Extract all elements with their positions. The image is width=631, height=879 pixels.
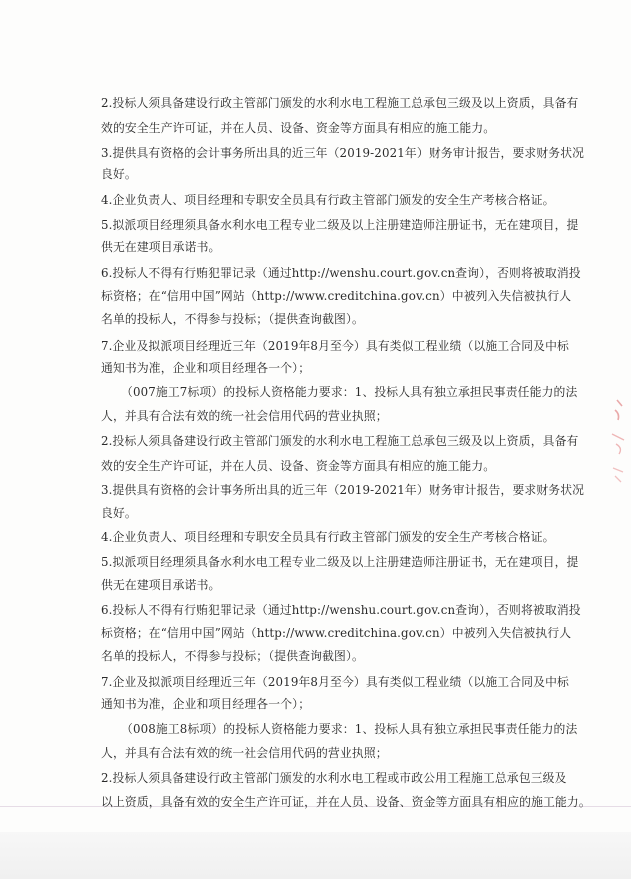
text-line: 人，并具有合法有效的统一社会信用代码的营业执照； — [101, 409, 388, 423]
text-line: 人，并具有合法有效的统一社会信用代码的营业执照； — [101, 746, 388, 760]
text-line: 4.企业负责人、项目经理和专职安全员具有行政主管部门颁发的安全生产考核合格证。 — [101, 193, 555, 207]
text-line: 6.投标人不得有行贿犯罪记录（通过http://wenshu.court.gov.cn查询），否则将被取消投 — [101, 603, 581, 617]
text-line: 2.投标人须具备建设行政主管部门颁发的水利水电工程施工总承包三级及以上资质，具备有 — [101, 96, 579, 110]
text-line: 以上资质，具备有效的安全生产许可证，并在人员、设备、资金等方面具有相应的施工能力。 — [101, 795, 591, 809]
text-line: 3.提供具有资格的会计事务所出具的近三年（2019-2021年）财务审计报告，要求财务状况 — [101, 146, 585, 160]
text-line: （008施工8标项）的投标人资格能力要求：1、投标人具有独立承担民事责任能力的法 — [121, 722, 578, 736]
text-line: 5.拟派项目经理须具备水利水电工程专业二级及以上注册建造师注册证书，无在建项目，提 — [101, 218, 579, 232]
text-line: 通知书为准，企业和项目经理各一个）； — [101, 361, 311, 375]
text-line: 通知书为准，企业和项目经理各一个）； — [101, 697, 311, 711]
page-bottom-margin — [0, 832, 631, 879]
text-line: 良好。 — [101, 167, 137, 181]
text-line: 标资格；在“信用中国”网站（http://www.creditchina.gov.cn）中被列入失信被执行人 — [101, 626, 572, 640]
text-line: （007施工7标项）的投标人资格能力要求：1、投标人具有独立承担民事责任能力的法 — [121, 385, 578, 399]
text-line: 效的安全生产许可证，并在人员、设备、资金等方面具有相应的施工能力。 — [101, 121, 496, 135]
text-line: 标资格；在“信用中国”网站（http://www.creditchina.gov.cn）中被列入失信被执行人 — [101, 289, 572, 303]
seal-stamp-fragment — [603, 396, 629, 486]
text-line: 6.投标人不得有行贿犯罪记录（通过http://wenshu.court.gov.cn查询），否则将被取消投 — [101, 266, 581, 280]
text-line: 效的安全生产许可证，并在人员、设备、资金等方面具有相应的施工能力。 — [101, 459, 496, 473]
text-line: 2.投标人须具备建设行政主管部门颁发的水利水电工程或市政公用工程施工总承包三级及 — [101, 771, 567, 785]
text-line: 2.投标人须具备建设行政主管部门颁发的水利水电工程施工总承包三级及以上资质，具备有 — [101, 434, 579, 448]
text-line: 3.提供具有资格的会计事务所出具的近三年（2019-2021年）财务审计报告，要求财务状况 — [101, 483, 585, 497]
text-line: 供无在建项目承诺书。 — [101, 240, 221, 254]
text-line: 4.企业负责人、项目经理和专职安全员具有行政主管部门颁发的安全生产考核合格证。 — [101, 530, 555, 544]
text-line: 名单的投标人，不得参与投标；（提供查询截图）。 — [101, 649, 364, 663]
text-line: 5.拟派项目经理须具备水利水电工程专业二级及以上注册建造师注册证书，无在建项目，提 — [101, 555, 579, 569]
text-line: 7.企业及拟派项目经理近三年（2019年8月至今）具有类似工程业绩（以施工合同及中标 — [101, 339, 569, 353]
text-line: 供无在建项目承诺书。 — [101, 578, 221, 592]
text-line: 良好。 — [101, 506, 137, 520]
text-line: 名单的投标人，不得参与投标；（提供查询截图）。 — [101, 312, 364, 326]
text-line: 7.企业及拟派项目经理近三年（2019年8月至今）具有类似工程业绩（以施工合同及中标 — [101, 675, 569, 689]
